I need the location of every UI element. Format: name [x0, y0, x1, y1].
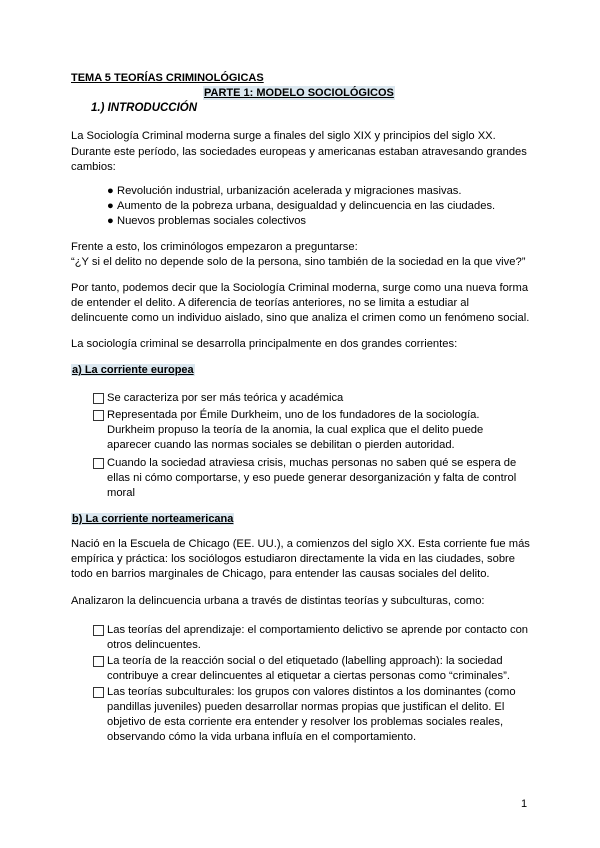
checklist-line: pandillas juveniles) pueden desarrollar normas propias que justifican el delito. El [107, 701, 505, 713]
paragraph-line: Frente a esto, los criminólogos empezaron a preguntarse: [71, 241, 358, 253]
document-title: TEMA 5 TEORÍAS CRIMINOLÓGICAS [71, 72, 264, 84]
paragraph-line: cambios: [71, 161, 116, 173]
paragraph-line: Durante este período, las sociedades europeas y americanas estaban atravesando grandes [71, 146, 527, 158]
bullet-icon: ● [107, 185, 114, 197]
checklist-line: moral [107, 487, 135, 499]
list-item-text: Aumento de la pobreza urbana, desigualdad y delincuencia en las ciudades. [117, 200, 496, 212]
checklist-line: Se caracteriza por ser más teórica y académica [107, 392, 344, 404]
checkbox[interactable] [93, 687, 104, 698]
list-item [107, 199, 495, 213]
checklist-line: contribuye a crear delincuentes al etiquetar a ciertas personas como “criminales”. [107, 670, 510, 682]
paragraph-line: “¿Y si el delito no depende solo de la persona, sino también de la sociedad en la que vive?” [71, 256, 526, 268]
paragraph-line: La sociología criminal se desarrolla principalmente en dos grandes corrientes: [71, 338, 458, 350]
part-heading: PARTE 1: MODELO SOCIOLÓGICOS [204, 87, 394, 99]
page-number: 1 [521, 798, 528, 810]
paragraph-line: todo en barrios marginales de Chicago, para entender las causas sociales del delito. [71, 568, 490, 580]
paragraph-line: Analizaron la delincuencia urbana a través de distintas teorías y subculturas, como: [71, 595, 485, 607]
list-item-text: Revolución industrial, urbanización acelerada y migraciones masivas. [117, 185, 462, 197]
paragraph-line: de entender el delito. A diferencia de teorías anteriores, no se limita a estudiar al [71, 297, 470, 309]
bullet-icon: ● [107, 200, 114, 212]
checklist-line: Durkheim propuso la teoría de la anomia, la cual explica que el delito puede [107, 424, 484, 436]
checklist-line: observando cómo la vida urbana influía en el comportamiento. [107, 731, 417, 743]
checkbox[interactable] [93, 393, 104, 404]
checkbox[interactable] [93, 625, 104, 636]
list-item-text: Nuevos problemas sociales colectivos [117, 215, 307, 227]
paragraph-line: empírica y práctica: los sociólogos estudiaron directamente la vida en las ciudades, sobre [71, 553, 516, 565]
checklist-line: aparecer cuando las normas sociales se debilitan o pierden autoridad. [107, 439, 455, 451]
bullet-icon: ● [107, 215, 114, 227]
paragraph-line: La Sociología Criminal moderna surge a finales del siglo XIX y principios del siglo XX. [71, 130, 496, 142]
checklist-line: Cuando la sociedad atraviesa crisis, muchas personas no saben qué se espera de [107, 457, 517, 469]
paragraph-line: Nació en la Escuela de Chicago (EE. UU.), a comienzos del siglo XX. Esta corriente fue más [71, 538, 530, 550]
checklist-line: Representada por Émile Durkheim, uno de los fundadores de la sociología. [107, 409, 480, 421]
section-heading-norteamericana [71, 512, 234, 526]
checklist-line: objetivo de esta corriente era entender y resolver los problemas sociales reales, [107, 716, 504, 728]
list-item [107, 214, 306, 228]
checklist-line: La teoría de la reacción social o del etiquetado (labelling approach): la sociedad [107, 655, 503, 667]
section-heading-text: b) La corriente norteamericana [72, 513, 234, 525]
checklist-line: otros delincuentes. [107, 639, 201, 651]
checkbox[interactable] [93, 410, 104, 421]
checklist-line: ellas ni cómo comportarse, y eso puede generar desorganización y falta de control [107, 472, 517, 484]
paragraph-line: delincuente como un individuo aislado, sino que analiza el crimen como un fenómeno social. [71, 312, 530, 324]
section-heading-introduccion: 1.) INTRODUCCIÓN [91, 102, 198, 114]
paragraph-line: Por tanto, podemos decir que la Sociología Criminal moderna, surge como una nueva forma [71, 282, 529, 294]
list-item [107, 184, 462, 198]
section-heading-europea [71, 363, 195, 377]
checklist-line: Las teorías subculturales: los grupos con valores distintos a los dominantes (como [107, 686, 516, 698]
checkbox[interactable] [93, 656, 104, 667]
checklist-line: Las teorías del aprendizaje: el comportamiento delictivo se aprende por contacto con [107, 624, 529, 636]
section-heading-text: a) La corriente europea [72, 364, 194, 376]
checkbox[interactable] [93, 458, 104, 469]
